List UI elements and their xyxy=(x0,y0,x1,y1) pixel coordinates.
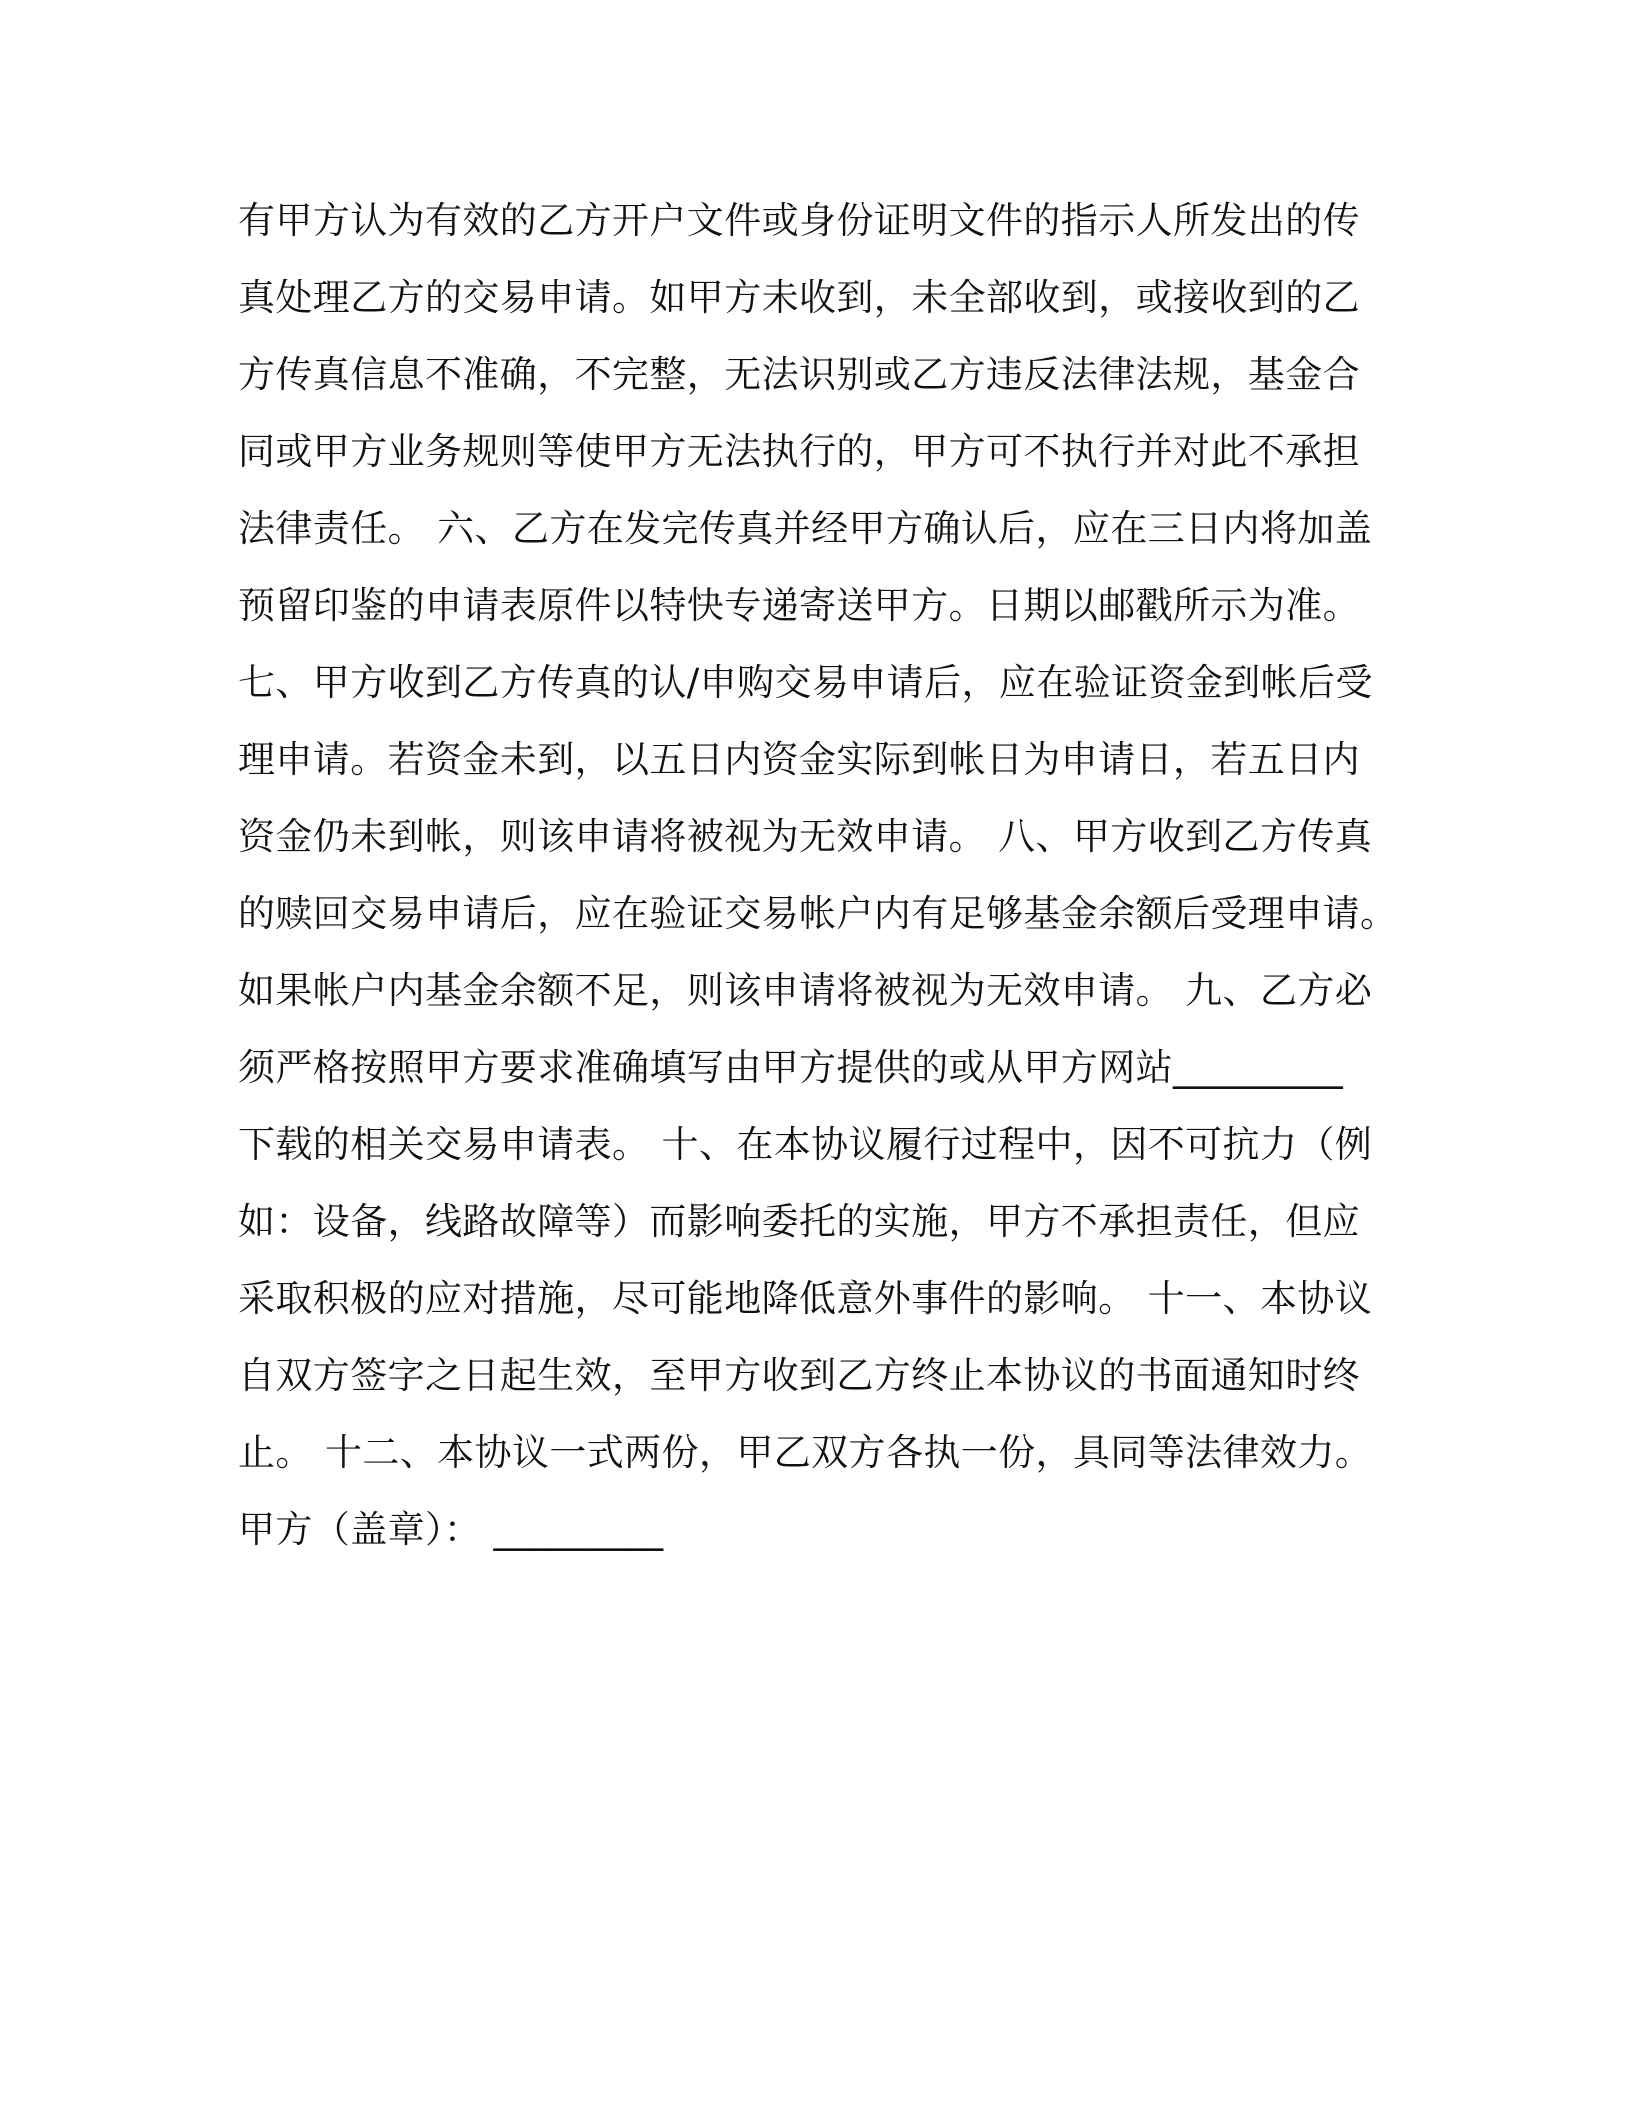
text-line-12: 须严格按照甲方要求准确填写由甲方提供的或从甲方网站_________ xyxy=(238,1046,1344,1089)
text-line-1: 有甲方认为有效的乙方开户文件或身份证明文件的指示人所发出的传 xyxy=(238,199,1360,242)
text-line-11: 如果帐户内基金余额不足，则该申请将被视为无效申请。 九、乙方必 xyxy=(238,969,1373,1012)
text-line-9: 资金仍未到帐，则该申请将被视为无效申请。 八、甲方收到乙方传真 xyxy=(238,815,1373,858)
text-line-15: 采取积极的应对措施，尽可能地降低意外事件的影响。 十一、本协议 xyxy=(238,1277,1373,1320)
text-line-17: 止。 十二、本协议一式两份，甲乙双方各执一份，具同等法律效力。 xyxy=(238,1431,1373,1474)
text-line-7: 七、甲方收到乙方传真的认/申购交易申请后，应在验证资金到帐后受 xyxy=(238,661,1373,704)
text-line-6: 预留印鉴的申请表原件以特快专递寄送甲方。日期以邮戳所示为准。 xyxy=(238,584,1360,627)
text-line-13: 下载的相关交易申请表。 十、在本协议履行过程中，因不可抗力（例 xyxy=(238,1123,1373,1166)
document-body xyxy=(238,182,1398,1568)
text-line-4: 同或甲方业务规则等使甲方无法执行的，甲方可不执行并对此不承担 xyxy=(238,430,1360,473)
text-line-8: 理申请。若资金未到，以五日内资金实际到帐日为申请日，若五日内 xyxy=(238,738,1360,781)
text-line-10: 的赎回交易申请后，应在验证交易帐户内有足够基金余额后受理申请。 xyxy=(238,892,1398,935)
text-line-16: 自双方签字之日起生效，至甲方收到乙方终止本协议的书面通知时终 xyxy=(238,1354,1360,1397)
signature-line-party-a: 甲方（盖章）： _________ xyxy=(238,1508,664,1551)
text-line-2: 真处理乙方的交易申请。如甲方未收到，未全部收到，或接收到的乙 xyxy=(238,276,1360,319)
text-line-5: 法律责任。 六、乙方在发完传真并经甲方确认后，应在三日内将加盖 xyxy=(238,507,1373,550)
text-line-3: 方传真信息不准确，不完整，无法识别或乙方违反法律法规，基金合 xyxy=(238,353,1360,396)
text-line-14: 如：设备，线路故障等）而影响委托的实施，甲方不承担责任，但应 xyxy=(238,1200,1360,1243)
